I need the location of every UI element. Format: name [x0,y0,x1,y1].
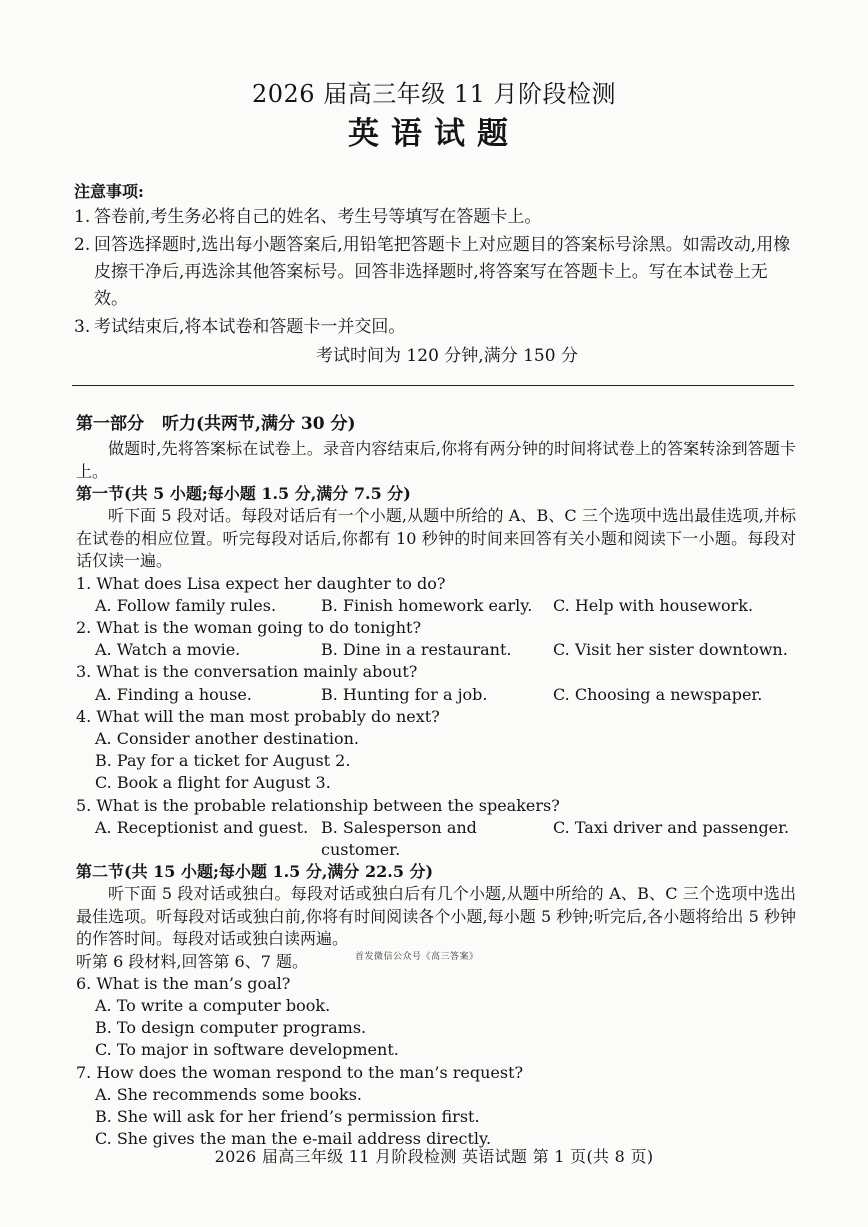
question-options [76,684,796,706]
exam-title: 2026 届高三年级 11 月阶段检测 [251,80,616,108]
section-instructions: 听下面 5 段对话或独白。每段对话或独白后有几个小题,从题中所给的 A、B、C 三个选项中选出最佳选项。听每段对话或独白前,你将有时间阅读各个小题,每小题 5 秒钟;听完后,各小题将给出 5 秒钟的作答时间。每段对话或独白读两遍。 [76,884,796,949]
question-options [76,817,796,861]
notice-heading: 注意事项: [74,182,144,201]
exam-content [76,410,796,1150]
notice-item-text: 答卷前,考生务必将自己的姓名、考生号等填写在答题卡上。 [94,207,542,227]
section-title: 第一节(共 5 小题;每小题 1.5 分,满分 7.5 分) [76,484,411,503]
notice-block [74,180,796,370]
question-stem: 2. What is the woman going to do tonight? [76,617,422,637]
part-instructions: 做题时,先将答案标在试卷上。录音内容结束后,你将有两分钟的时间将试卷上的答案转涂到答题卡上。 [76,439,796,481]
page-footer: 2026 届高三年级 11 月阶段检测 英语试题 第 1 页(共 8 页) [214,1147,654,1166]
section-title: 第二节(共 15 小题;每小题 1.5 分,满分 22.5 分) [76,862,434,882]
option-a: A. Receptionist and guest. [95,817,309,837]
notice-item-number: 3. [74,317,91,337]
question-stem: 4. What will the man most probably do next? [76,706,440,726]
question-stem: 1. What does Lisa expect her daughter to do? [76,573,446,593]
notice-item-number: 2. [74,235,91,255]
notice-item [74,204,796,231]
notice-item [74,232,796,313]
watermark: 首发微信公众号《高三答案》 [355,952,479,962]
question-stem: 6. What is the man’s goal? [76,973,291,993]
option-a: A. Consider another destination. [95,728,359,748]
notice-item-text: 考试结束后,将本试卷和答题卡一并交回。 [94,317,406,337]
question-stem: 7. How does the woman respond to the man’s request? [76,1062,524,1082]
option-b: B. To design computer programs. [95,1018,367,1038]
question-stem: 5. What is the probable relationship between the speakers? [76,795,560,815]
notice-item-number: 1. [74,207,91,227]
exam-time: 考试时间为 120 分钟,满分 150 分 [316,346,578,366]
material-intro: 听第 6 段材料,回答第 6、7 题。 [76,951,308,971]
question-stem: 3. What is the conversation mainly about? [76,662,418,682]
question-options [76,639,796,661]
option-a: A. Finding a house. [95,684,252,704]
option-b: B. Dine in a restaurant. [321,640,512,660]
option-c: C. Help with housework. [553,595,754,615]
option-c: C. Book a flight for August 3. [95,773,331,793]
option-c: C. Visit her sister downtown. [553,640,788,660]
option-b: B. She will ask for her friend’s permission first. [95,1107,480,1127]
option-a: A. Watch a movie. [95,640,241,660]
option-c: C. Choosing a newspaper. [553,684,763,704]
notice-item [74,314,796,341]
question-options [76,595,796,617]
option-c: C. To major in software development. [95,1040,399,1060]
part-label: 第一部分 [76,414,144,434]
part-heading: 听力(共两节,满分 30 分) [162,414,356,434]
notice-item-text: 回答选择题时,选出每小题答案后,用铅笔把答题卡上对应题目的答案标号涂黑。如需改动,用橡皮擦干净后,再选涂其他答案标号。回答非选择题时,将答案写在答题卡上。写在本试卷上无效。 [94,235,791,309]
part-title [76,410,796,438]
subject-title: 英语试题 [348,116,520,152]
option-c: C. Taxi driver and passenger. [553,817,790,837]
divider [72,385,794,386]
option-b: B. Salesperson and customer. [321,817,477,859]
option-a: A. Follow family rules. [95,595,277,615]
option-a: A. She recommends some books. [95,1084,362,1104]
option-b: B. Finish homework early. [321,595,533,615]
section-instructions: 听下面 5 段对话。每段对话后有一个小题,从题中所给的 A、B、C 三个选项中选出最佳选项,并标在试卷的相应位置。听完每段对话后,你都有 10 秒钟的时间来回答有关小题和阅读下一小题。每段对话仅读一遍。 [76,506,796,570]
option-a: A. To write a computer book. [95,996,331,1016]
option-c: C. She gives the man the e-mail address directly. [95,1129,492,1149]
option-b: B. Hunting for a job. [321,684,488,704]
option-b: B. Pay for a ticket for August 2. [95,751,351,771]
